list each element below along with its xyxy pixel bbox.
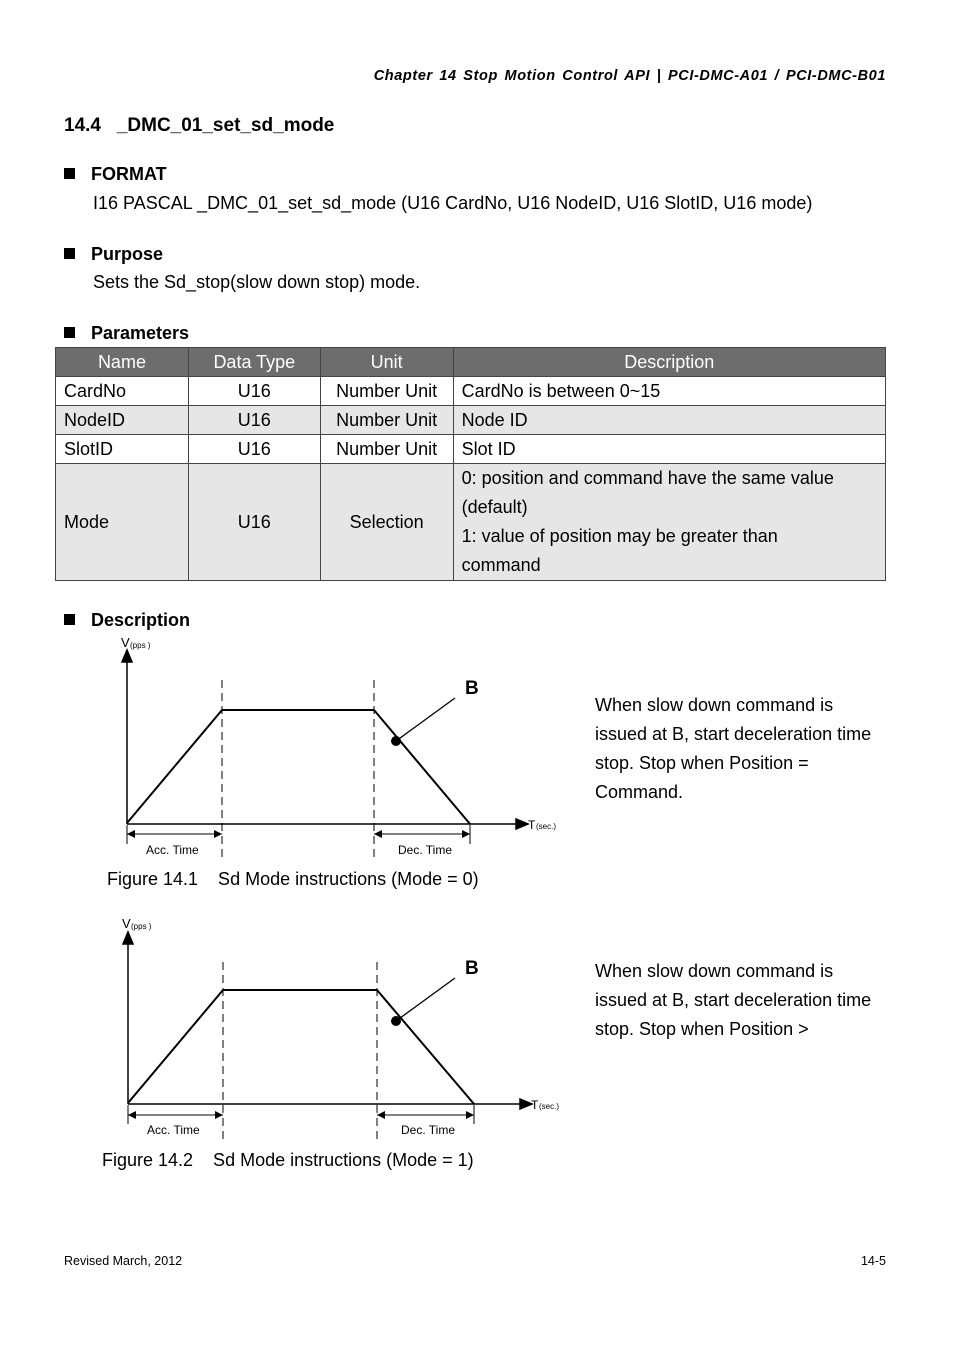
arrowhead-icon [128, 1111, 136, 1119]
section-name: _DMC_01_set_sd_mode [116, 115, 335, 136]
param-desc-line: 0: position and command have the same value [461, 468, 834, 488]
format-heading [64, 164, 167, 185]
param-desc: Slot ID [453, 435, 885, 464]
bullet-square-icon [64, 614, 75, 625]
arrowhead-icon [466, 1111, 474, 1119]
param-desc: CardNo is between 0~15 [453, 377, 885, 406]
purpose-text: Sets the Sd_stop(slow down stop) mode. [93, 272, 421, 292]
figure-2-explanation [595, 957, 905, 1044]
explanation-line: Command. [595, 782, 684, 802]
description-heading [64, 610, 190, 631]
y-axis-arrow-icon [123, 932, 133, 944]
figure-1-caption: Figure 14.1 Sd Mode instructions (Mode = 0) [107, 869, 479, 889]
figure-1-explanation [595, 691, 905, 807]
format-text: I16 PASCAL _DMC_01_set_sd_mode (U16 CardNo, U16 NodeID, U16 SlotID, U16 mode) [93, 193, 813, 213]
footer-page-number: 14-5 [860, 1254, 886, 1268]
purpose-heading [64, 244, 163, 265]
explanation-line: stop. Stop when Position = [595, 753, 809, 773]
table-row [56, 377, 886, 406]
footer-revision: Revised March, 2012 [64, 1254, 183, 1268]
arrowhead-icon [462, 830, 470, 838]
param-type: U16 [188, 406, 320, 435]
acc-time-label: Acc. Time [147, 1123, 200, 1137]
point-b-dot [391, 736, 401, 746]
arrowhead-icon [377, 1111, 385, 1119]
column-header: Name [56, 348, 189, 377]
velocity-profile [128, 990, 474, 1104]
param-type: U16 [188, 377, 320, 406]
column-header: Unit [320, 348, 453, 377]
point-b-label: B [465, 678, 479, 699]
table-row [56, 464, 886, 581]
column-header: Description [453, 348, 885, 377]
figure-1-diagram [0, 630, 580, 870]
dec-time-label: Dec. Time [398, 843, 453, 857]
explanation-line: issued at B, start deceleration time [595, 724, 872, 744]
param-unit: Number Unit [320, 377, 453, 406]
explanation-line: stop. Stop when Position > [595, 1019, 809, 1039]
param-desc [453, 464, 885, 581]
figure-2-caption: Figure 14.2 Sd Mode instructions (Mode = 1) [102, 1150, 474, 1170]
arrowhead-icon [215, 1111, 223, 1119]
running-header: Chapter 14 Stop Motion Control API | PCI-DMC-A01 / PCI-DMC-B01 [373, 68, 886, 84]
dec-time-label: Dec. Time [401, 1123, 456, 1137]
parameters-heading-label: Parameters [91, 323, 190, 343]
x-axis-unit: (sec.) [536, 822, 556, 831]
section-number: 14.4 [64, 115, 101, 136]
x-axis-arrow-icon [516, 819, 528, 829]
param-unit: Number Unit [320, 406, 453, 435]
figure-2-diagram [0, 910, 580, 1150]
explanation-line: When slow down command is [595, 961, 834, 981]
param-unit: Number Unit [320, 435, 453, 464]
parameters-table [55, 347, 886, 581]
param-desc-line: 1: value of position may be greater than [461, 526, 778, 546]
param-name: SlotID [56, 435, 189, 464]
table-row [56, 435, 886, 464]
description-heading-label: Description [91, 610, 191, 630]
explanation-line: When slow down command is [595, 695, 834, 715]
purpose-heading-label: Purpose [91, 244, 164, 264]
section-title [64, 115, 334, 137]
parameters-heading [64, 323, 189, 344]
point-b-dot [391, 1016, 401, 1026]
y-axis-label: V [121, 635, 130, 650]
x-axis-label: T [528, 818, 536, 832]
bullet-square-icon [64, 168, 75, 179]
param-unit: Selection [320, 464, 453, 581]
x-axis-label: T [531, 1098, 539, 1112]
arrowhead-icon [214, 830, 222, 838]
velocity-profile [127, 710, 470, 824]
y-axis-unit: (pps ) [131, 922, 152, 931]
table-row [56, 406, 886, 435]
point-b-label: B [465, 958, 479, 979]
arrowhead-icon [374, 830, 382, 838]
param-desc: Node ID [453, 406, 885, 435]
explanation-line: issued at B, start deceleration time [595, 990, 872, 1010]
column-header: Data Type [188, 348, 320, 377]
table-header-row [56, 348, 886, 377]
bullet-square-icon [64, 327, 75, 338]
y-axis-unit: (pps ) [130, 641, 151, 650]
point-b-leader [396, 698, 455, 741]
y-axis-label: V [122, 916, 131, 931]
point-b-leader [396, 978, 455, 1021]
param-desc-line: command [461, 555, 541, 575]
format-heading-label: FORMAT [91, 164, 167, 184]
x-axis-unit: (sec.) [539, 1102, 559, 1111]
param-desc-line: (default) [461, 497, 528, 517]
param-name: Mode [56, 464, 189, 581]
y-axis-arrow-icon [122, 650, 132, 662]
param-name: NodeID [56, 406, 189, 435]
param-type: U16 [188, 435, 320, 464]
param-type: U16 [188, 464, 320, 581]
param-name: CardNo [56, 377, 189, 406]
bullet-square-icon [64, 248, 75, 259]
acc-time-label: Acc. Time [146, 843, 199, 857]
arrowhead-icon [127, 830, 135, 838]
